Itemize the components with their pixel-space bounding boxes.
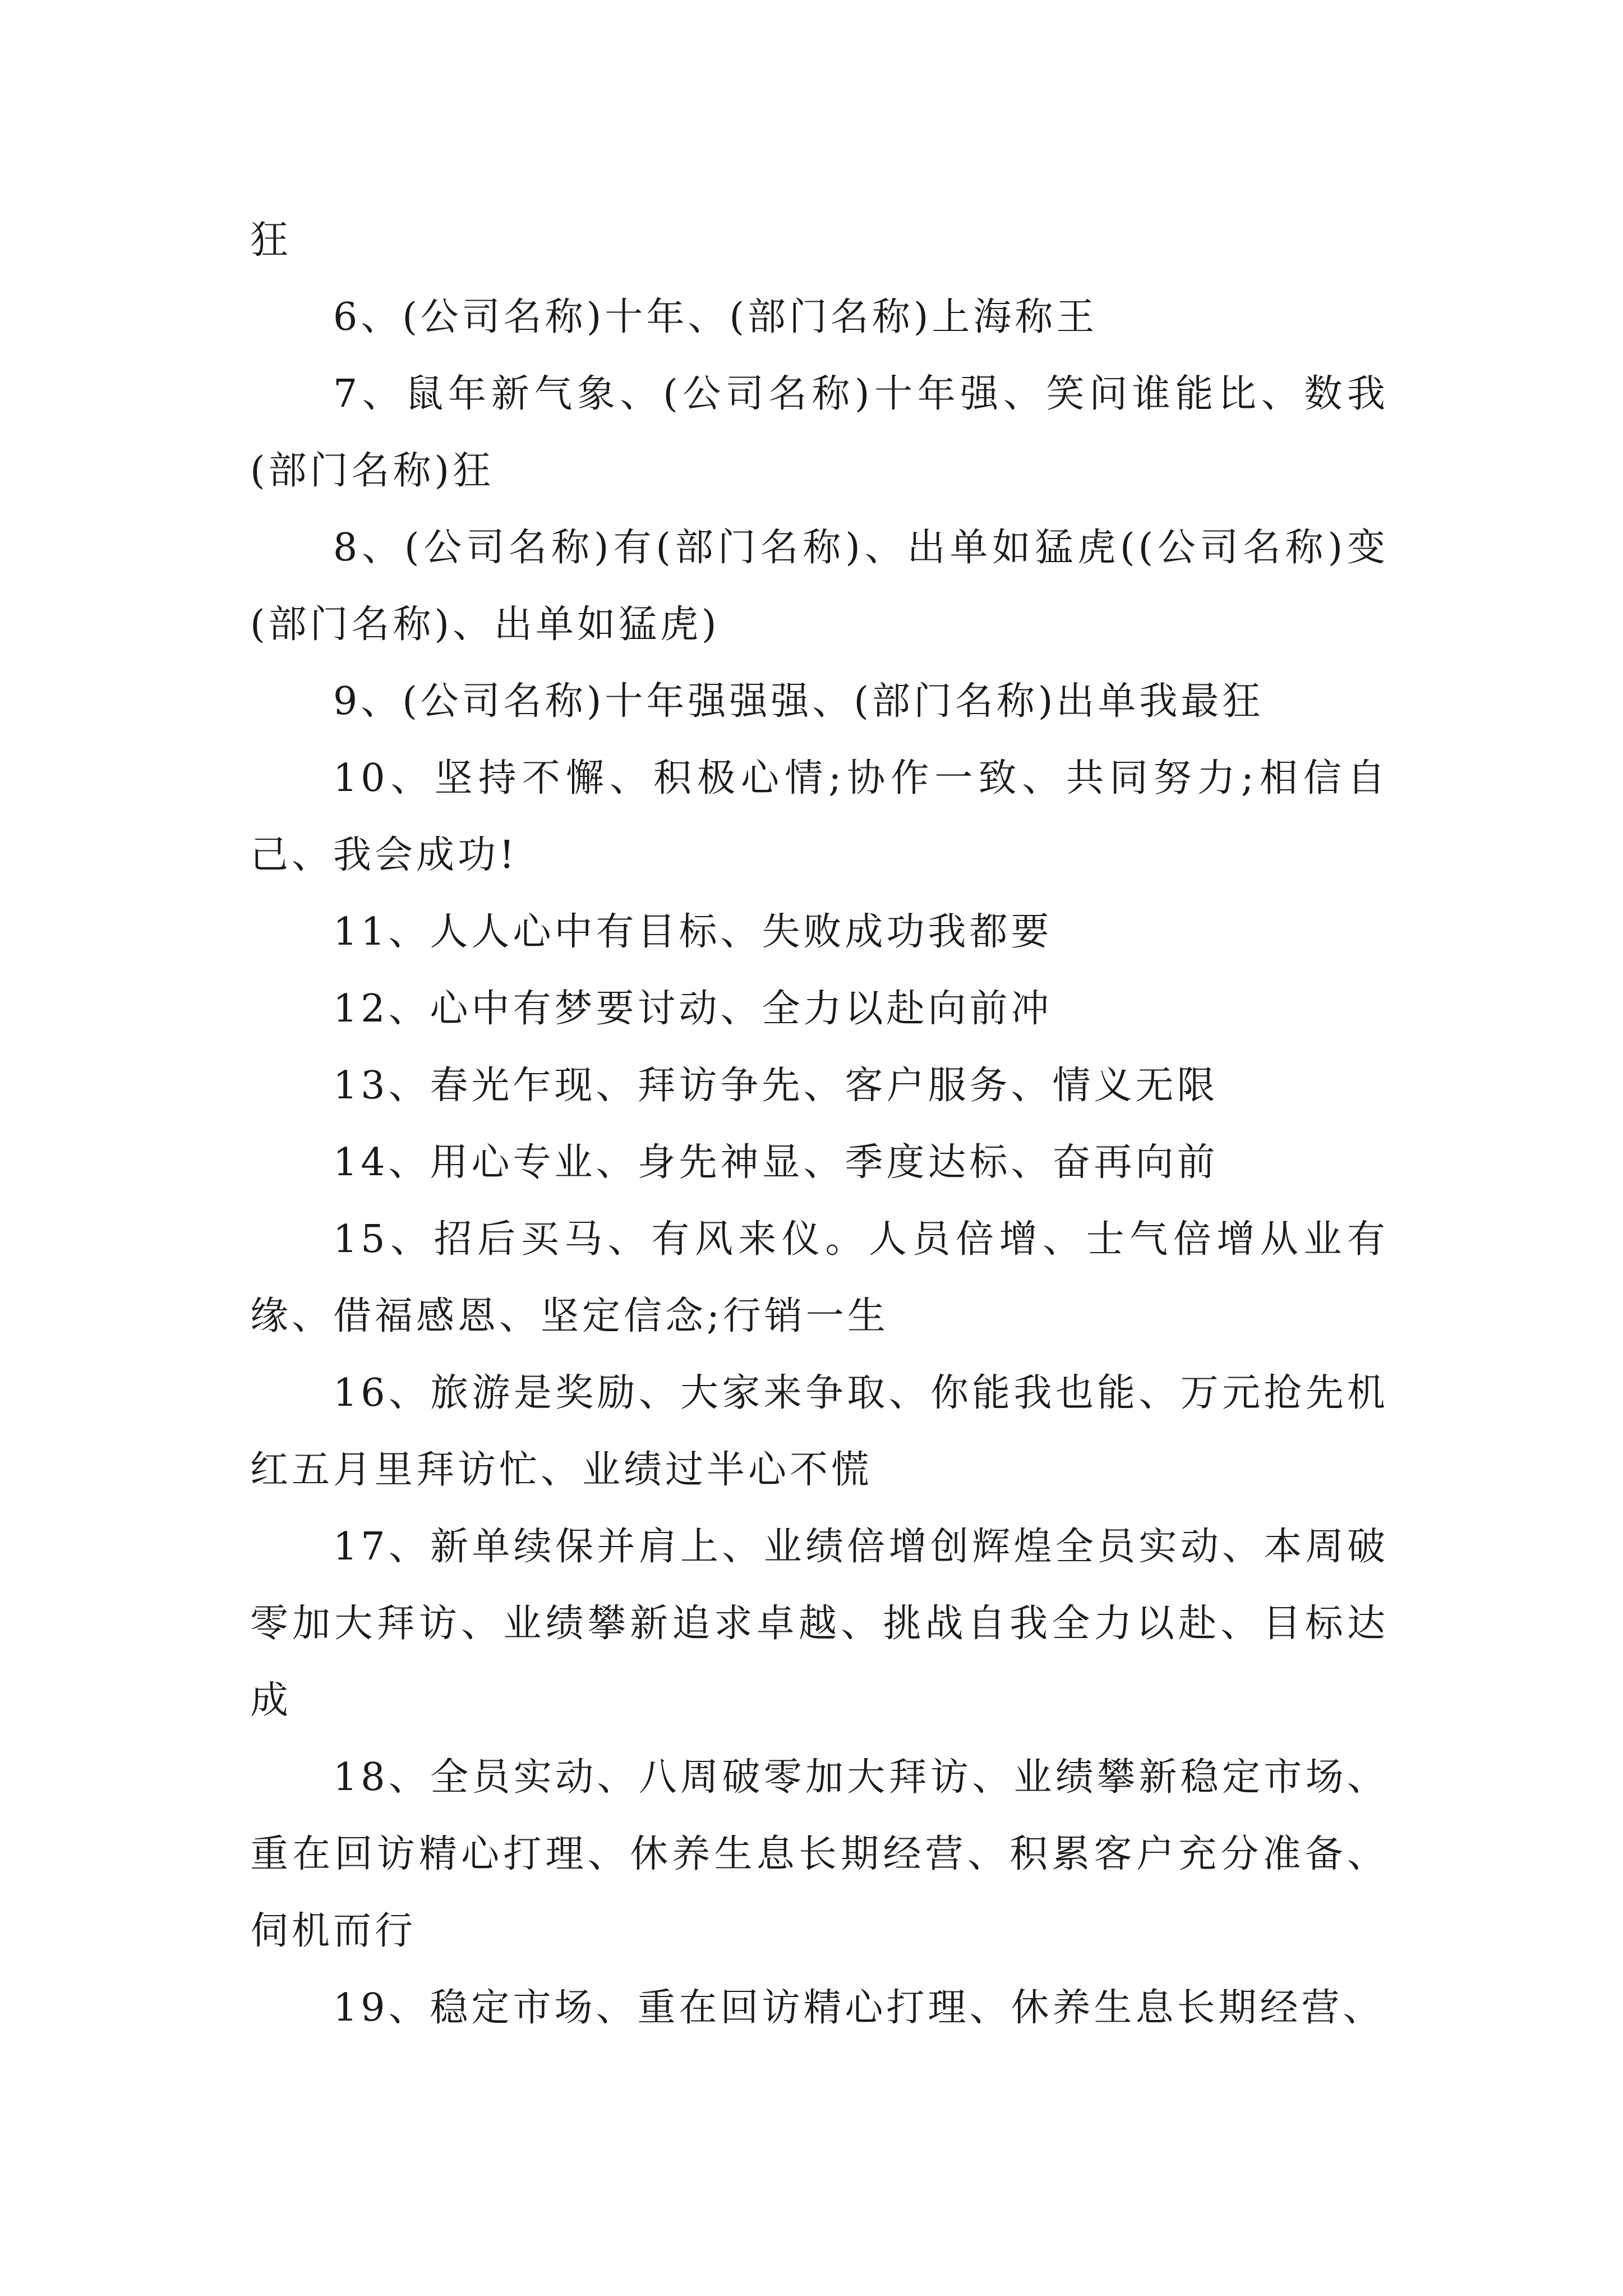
paragraph-10: 10、坚持不懈、积极心情;协作一致、共同努力;相信自己、我会成功! [250, 756, 1389, 877]
paragraph-6: 6、(公司名称)十年、(部门名称)上海称王 [333, 295, 1098, 339]
paragraph-19: 19、稳定市场、重在回访精心打理、休养生息长期经营、 [333, 1986, 1385, 2030]
paragraph-15: 15、招后买马、有风来仪。人员倍增、士气倍增从业有缘、借福感恩、坚定信念;行销一生 [250, 1217, 1389, 1338]
paragraph-7: 7、鼠年新气象、(公司名称)十年强、笑问谁能比、数我(部门名称)狂 [250, 372, 1389, 493]
paragraph-9: 9、(公司名称)十年强强强、(部门名称)出单我最狂 [333, 679, 1264, 724]
paragraph-16: 16、旅游是奖励、大家来争取、你能我也能、万元抢先机红五月里拜访忙、业绩过半心不慌 [250, 1371, 1389, 1492]
paragraph-8: 8、(公司名称)有(部门名称)、出单如猛虎((公司名称)变(部门名称)、出单如猛虎) [250, 526, 1389, 647]
document-body [250, 202, 1389, 2046]
paragraph-14: 14、用心专业、身先神显、季度达标、奋再向前 [333, 1140, 1219, 1185]
paragraph-11: 11、人人心中有目标、失败成功我都要 [333, 910, 1053, 954]
paragraph-12: 12、心中有梦要讨动、全力以赴向前冲 [333, 987, 1053, 1031]
paragraph-18: 18、全员实动、八周破零加大拜访、业绩攀新稳定市场、重在回访精心打理、休养生息长期经营、积累客户充分准备、伺机而行 [250, 1755, 1389, 1953]
paragraph-13: 13、春光乍现、拜访争先、客户服务、情义无限 [333, 1064, 1219, 1108]
paragraph-17: 17、新单续保并肩上、业绩倍增创辉煌全员实动、本周破零加大拜访、业绩攀新追求卓越、挑战自我全力以赴、目标达成 [250, 1525, 1389, 1723]
paragraph-continuation: 狂 [250, 218, 292, 263]
